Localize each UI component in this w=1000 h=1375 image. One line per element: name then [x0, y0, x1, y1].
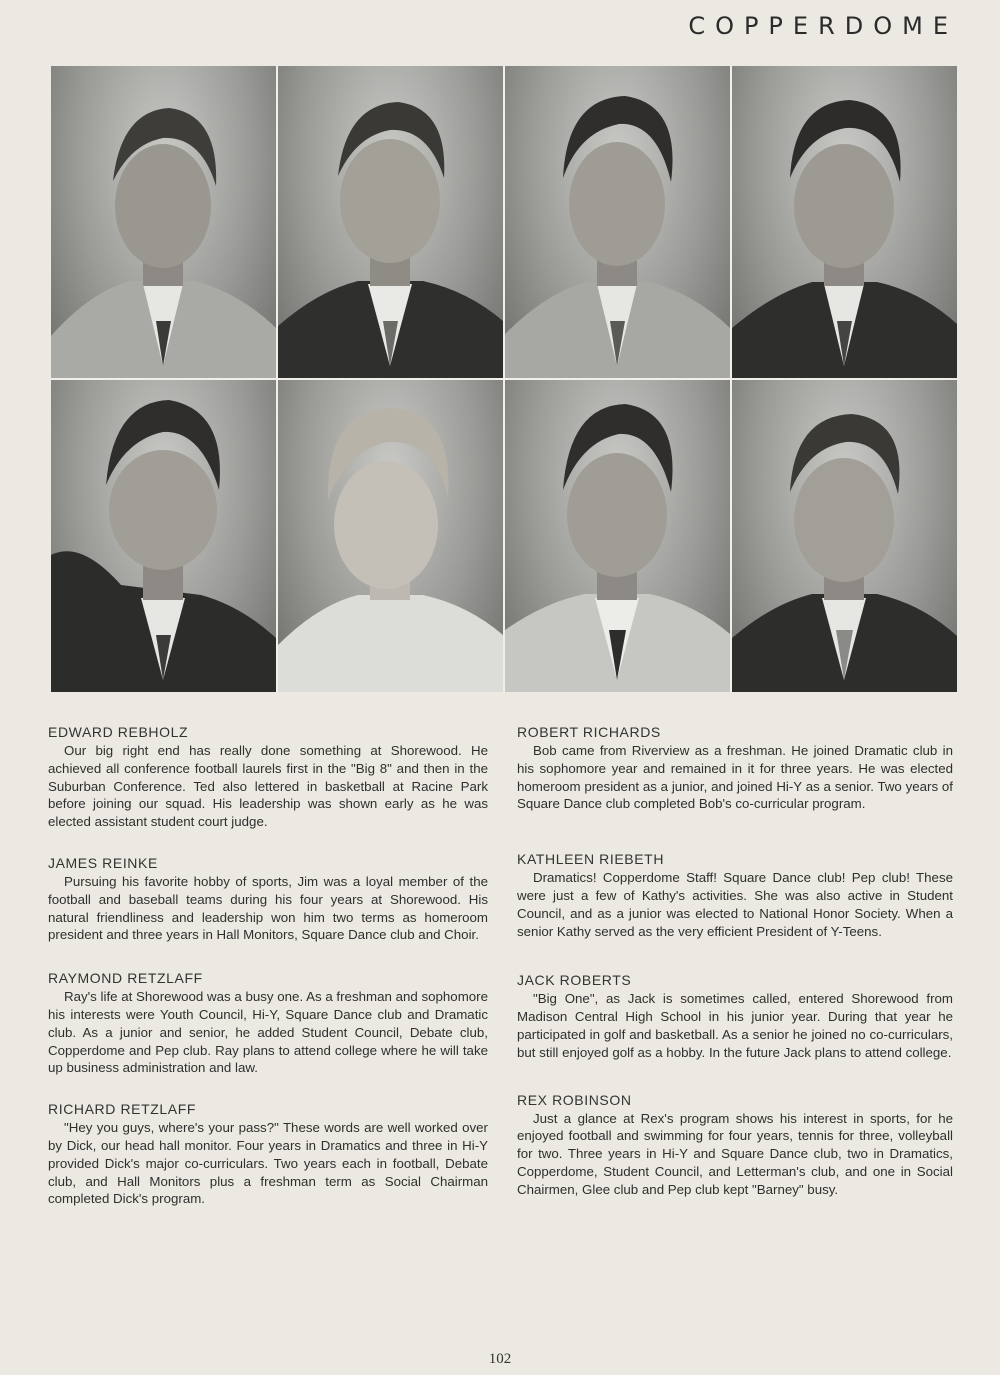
student-name: ROBERT RICHARDS [517, 724, 661, 740]
bio-entry [48, 1101, 488, 1208]
portrait-silhouette [51, 66, 276, 378]
portrait-photo [505, 66, 730, 378]
student-name: KATHLEEN RIEBETH [517, 851, 665, 868]
student-bio: Dramatics! Copperdome Staff! Square Dance club! Pep club! These were just a few of Kathy's activities. She was also active in Student Council, and as a junior was elected to National Honor Society. When a senior Kathy served as the very efficient President of Y-Teens. [517, 870, 953, 939]
student-name: EDWARD REBHOLZ [48, 724, 189, 740]
portrait-silhouette [505, 380, 730, 692]
bio-entry [517, 724, 953, 813]
bio-entry [517, 851, 953, 940]
bio-column-left [48, 724, 488, 1228]
student-bio: Our big right end has really done something at Shorewood. He achieved all conference football laurels first in the "Big 8" and then in the Suburban Conference. Ted also lettered in basketball at Racine Park before joining our squad. His leadership was shown early as he was elected assistant student court judge. [48, 743, 488, 830]
portrait-silhouette [732, 380, 957, 692]
student-bio: Bob came from Riverview as a freshman. He joined Dramatic club in his sophomore year and remained in it for three years. He was elected homeroom president as a junior, and joined Hi-Y as a senior. Two years of Square Dance club completed Bob's co-curricular program. [517, 743, 953, 812]
portrait-silhouette [278, 380, 503, 692]
bio-entry [517, 972, 953, 1061]
portrait-photo [732, 380, 957, 692]
bio-entry [48, 970, 488, 1077]
student-bio: "Big One", as Jack is sometimes called, entered Shorewood from Madison Central High School in his junior year. During that year he participated in golf and basketball. As a senior he joined no co-curriculars, but still enjoyed golf as a hobby. In the future Jack plans to attend college. [517, 991, 953, 1060]
bio-entry [48, 724, 488, 831]
portrait-silhouette [732, 66, 957, 378]
portrait-grid [51, 66, 951, 692]
student-bio: Pursuing his favorite hobby of sports, Jim was a loyal member of the football and baseball teams during his four years at Shorewood. His natural friendliness and leadership won him two terms as homeroom president and three years in Hall Monitors, Square Dance club and Choir. [48, 873, 488, 943]
portrait-photo [278, 66, 503, 378]
student-name: RAYMOND RETZLAFF [48, 970, 203, 987]
bio-entry [517, 1092, 953, 1199]
portrait-photo [505, 380, 730, 692]
bio-column-right [517, 724, 953, 1219]
student-name: REX ROBINSON [517, 1091, 632, 1108]
student-bio: "Hey you guys, where's your pass?" These words are well worked over by Dick, our head hall monitor. Four years in Dramatics and three in Hi-Y provided Dick's major co-curriculars. Two years each in football, Debate club, and Hall Monitors plus a freshman term as Social Chairman completed Dick's program. [48, 1120, 488, 1207]
portrait-photo [278, 380, 503, 692]
portrait-photo [51, 380, 276, 692]
portrait-silhouette [278, 66, 503, 378]
bio-entry [48, 855, 488, 944]
portrait-photo [732, 66, 957, 378]
page-number: 102 [488, 1351, 512, 1367]
student-bio: Just a glance at Rex's program shows his interest in sports, for he enjoyed football and swimming for four years, tennis for three, volleyball for two. Three years in Hi-Y and Square Dance club, two in Dramatics, Copperdome, Student Council, and Letterman's club, and one in Social Chairmen, Glee club and Pep club kept "Barney" busy. [517, 1110, 953, 1197]
portrait-silhouette [505, 66, 730, 378]
yearbook-title: COPPERDOME [688, 12, 958, 40]
portrait-photo [51, 66, 276, 378]
student-bio: Ray's life at Shorewood was a busy one. As a freshman and sophomore his interests were Youth Council, Hi-Y, Square Dance club and Dramatic club. As a junior and senior, he added Student Council, Debate club, Copperdome and Pep club. Ray plans to attend college where he will take up business administration and law. [48, 989, 488, 1076]
student-name: JACK ROBERTS [517, 972, 632, 989]
student-name: JAMES REINKE [48, 854, 158, 871]
portrait-silhouette [51, 380, 276, 692]
student-name: RICHARD RETZLAFF [48, 1101, 197, 1118]
